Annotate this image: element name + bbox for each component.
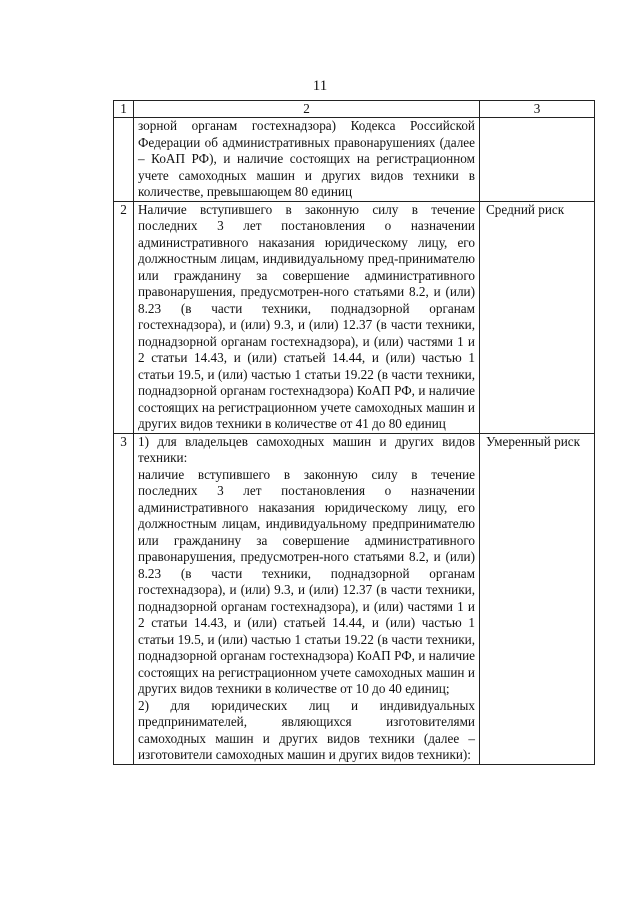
row-criteria-text: Наличие вступившего в законную силу в течение последних 3 лет постановления о назначении административного наказания юридическому лицу, его должностным лицам, индивидуальному пред-принимателю или гражданину за совершение административного правонарушения, предусмотрен-ного статьями 8.2, и (или) 8.23 (в части техники, поднадзорной органам гостехнадзора), и (или) 9.3, и (или) 12.37 (в части техники, поднадзорной органам гостехнадзора), и (или) частями 1 и 2 статьи 14.43, и (или) статьей 14.44, и (или) частью 1 статьи 19.5, и (или) частью 1 статьи 19.22 (в части техники, поднадзорной органам гостехнадзора) КоАП РФ, и наличие состоящих на регистрационном учете самоходных машин и других видов техники в количестве от 41 до 80 единиц <box>134 201 480 433</box>
row-number <box>114 118 134 202</box>
row-number: 2 <box>114 201 134 433</box>
row-risk-category: Средний риск <box>480 201 595 433</box>
row-number: 3 <box>114 433 134 764</box>
row-criteria-text: зорной органам гостехнадзора) Кодекса Российской Федерации об административных правонарушениях (далее – КоАП РФ), и наличие состоящих на регистрационном учете самоходных машин и других видов техники в количестве, превышающем 80 единиц <box>134 118 480 202</box>
table-row <box>114 118 595 202</box>
row-risk-category <box>480 118 595 202</box>
table-header-row <box>114 101 595 118</box>
table-row <box>114 433 595 764</box>
row-criteria-text: 1) для владельцев самоходных машин и других видов техники: наличие вступившего в законную силу в течение последних 3 лет постановления о назначении административного наказания юридическому лицу, его должностным лицам, индивидуальному предпринимателю или гражданину за совершение административного правонарушения, предусмотрен-ного статьями 8.2, и (или) 8.23 (в части техники, поднадзорной органам гостехнадзора), и (или) 9.3, и (или) 12.37 (в части техники, поднадзорной органам гостехнадзора), и (или) частями 1 и 2 статьи 14.43, и (или) статьей 14.44, и (или) частью 1 статьи 19.5, и (или) частью 1 статьи 19.22 (в части техники, поднадзорной органам гостехнадзора) КоАП РФ, и наличие состоящих на регистрационном учете самоходных машин и других видов техники в количестве от 10 до 40 единиц; 2) для юридических лиц и индивидуальных предпринимателей, являющихся изготовителями самоходных машин и других видов техники (далее – изготовители самоходных машин и других видов техники): <box>134 433 480 764</box>
header-col-2: 2 <box>134 101 480 118</box>
header-col-1: 1 <box>114 101 134 118</box>
table-row <box>114 201 595 433</box>
header-col-3: 3 <box>480 101 595 118</box>
page-number: 11 <box>312 78 328 94</box>
row-risk-category: Умеренный риск <box>480 433 595 764</box>
risk-criteria-table <box>113 100 595 765</box>
